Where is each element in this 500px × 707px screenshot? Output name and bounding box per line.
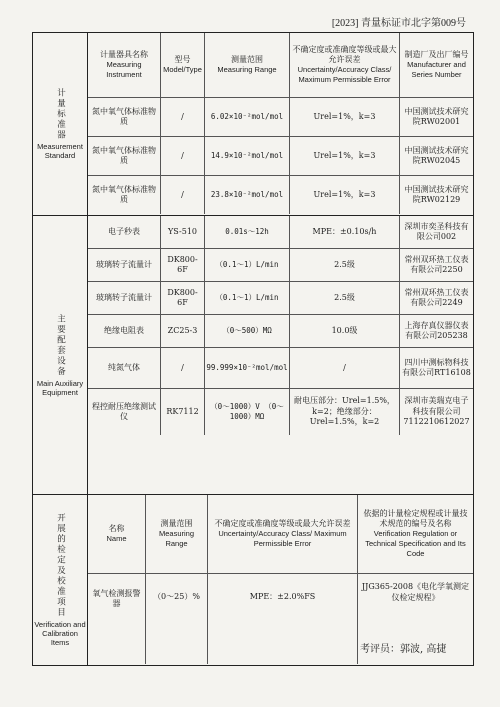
table-row bbox=[88, 388, 473, 435]
standards-table bbox=[32, 32, 474, 666]
manufacturer: 中国测试技术研究院RW02045 bbox=[399, 137, 473, 175]
manufacturer: 常州双环热工仪表有限公司2250 bbox=[399, 249, 473, 281]
equipment-name: 程控耐压绝缘测试仪 bbox=[92, 401, 156, 421]
standard-body bbox=[88, 33, 473, 215]
uncertainty: MPE：±2.0%FS bbox=[207, 574, 357, 664]
measuring-range: 0.01s～12h bbox=[204, 216, 289, 248]
calibration-header-row bbox=[88, 495, 473, 573]
uncertainty: MPE：±0.10s/h bbox=[289, 216, 399, 248]
auxiliary-equipment-section bbox=[33, 215, 473, 494]
uncertainty: 2.5级 bbox=[289, 249, 399, 281]
table-row bbox=[88, 281, 473, 314]
item-name: 氧气检测报警器 bbox=[92, 588, 141, 608]
model: / bbox=[160, 137, 204, 175]
model: / bbox=[160, 176, 204, 214]
instrument-name: 氮中氧气体标准物质 bbox=[92, 184, 156, 204]
measuring-range: （0～25）% bbox=[145, 574, 207, 664]
model: / bbox=[160, 348, 204, 388]
header-model: 型号 Model/Type bbox=[160, 33, 204, 97]
side-label-en: Verification and Calibration Items bbox=[34, 620, 86, 647]
header-manufacturer: 制造厂及出厂编号 Manufacturer and Series Number bbox=[399, 33, 473, 97]
model: / bbox=[160, 98, 204, 136]
measuring-range: （0.1～1）L/min bbox=[204, 249, 289, 281]
measuring-range: （0.1～1）L/min bbox=[204, 282, 289, 314]
header-instrument: 计量器具名称 Measuring Instrument bbox=[100, 50, 148, 79]
equipment-name: 绝缘电阻表 bbox=[104, 325, 144, 335]
manufacturer: 中国测试技术研究院RW02001 bbox=[399, 98, 473, 136]
specification: JJG365-2008《电化学氧测定仪检定规程》 bbox=[357, 574, 473, 664]
header-name: 名称 Name bbox=[106, 524, 127, 543]
header-uncertainty: 不确定度或准确度等级或最大允许误差 Uncertainty/Accuracy Class/ Maximum Permissible Error bbox=[289, 33, 399, 97]
manufacturer: 常州双环热工仪表有限公司2249 bbox=[399, 282, 473, 314]
uncertainty: 耐电压部分：Urel=1.5%，k=2；绝缘部分：Urel=1.5%，k=2 bbox=[289, 389, 399, 435]
measuring-range: 6.02×10⁻²mol/mol bbox=[204, 98, 289, 136]
uncertainty: Urel=1%，k=3 bbox=[289, 137, 399, 175]
manufacturer: 四川中测标物科技有限公司RT16108 bbox=[399, 348, 473, 388]
model: RK7112 bbox=[160, 389, 204, 435]
measuring-range: （0～1000）V （0～1000）MΩ bbox=[204, 389, 289, 435]
table-row bbox=[88, 314, 473, 347]
certificate-number: [2023] 青量标证市北字第009号 bbox=[331, 18, 466, 29]
model: YS-510 bbox=[160, 216, 204, 248]
manufacturer: 上海存真仪器仪表有限公司205238 bbox=[399, 315, 473, 347]
uncertainty: 10.0级 bbox=[289, 315, 399, 347]
equipment-name: 纯氮气体 bbox=[108, 362, 140, 372]
examiners: 考评员：郭波, 高捷 bbox=[360, 644, 447, 655]
auxiliary-body bbox=[88, 216, 473, 494]
manufacturer: 深圳市奕圣科技有限公司002 bbox=[399, 216, 473, 248]
auxiliary-equipment-label bbox=[33, 216, 88, 494]
side-label-cn: 计量标准器 bbox=[55, 87, 66, 141]
header-specification: 依据的计量检定规程或计量技术规范的编号及名称 Verification Regulation or Technical Specification and Its Code bbox=[357, 495, 473, 573]
table-row bbox=[88, 97, 473, 136]
equipment-name: 电子秒表 bbox=[108, 226, 140, 236]
uncertainty: / bbox=[289, 348, 399, 388]
manufacturer: 深圳市美瑞克电子科技有限公司7112210612027 bbox=[399, 389, 473, 435]
model: DK800-6F bbox=[160, 282, 204, 314]
instrument-name: 氮中氧气体标准物质 bbox=[92, 145, 156, 165]
side-label-en: Measurement Standard bbox=[37, 142, 83, 161]
standard-header-row bbox=[88, 33, 473, 97]
table-row bbox=[88, 216, 473, 248]
side-label-en: Main Auxiliary Equipment bbox=[36, 378, 84, 397]
uncertainty: 2.5级 bbox=[289, 282, 399, 314]
measuring-range: 23.8×10⁻²mol/mol bbox=[204, 176, 289, 214]
uncertainty: Urel=1%，k=3 bbox=[289, 176, 399, 214]
model: ZC25-3 bbox=[160, 315, 204, 347]
equipment-name: 玻璃转子流量计 bbox=[96, 292, 152, 302]
table-row bbox=[88, 136, 473, 175]
calibration-items-label bbox=[33, 495, 88, 665]
manufacturer: 中国测试技术研究院RW02129 bbox=[399, 176, 473, 214]
table-row bbox=[88, 248, 473, 281]
side-label-cn: 开展的检定及校准项目 bbox=[55, 513, 66, 618]
measurement-standard-label bbox=[33, 33, 88, 215]
uncertainty: Urel=1%，k=3 bbox=[289, 98, 399, 136]
equipment-name: 玻璃转子流量计 bbox=[96, 259, 152, 269]
measurement-standard-section bbox=[33, 33, 473, 215]
side-label-cn: 主要配套设备 bbox=[55, 313, 66, 377]
header-range: 测量范围 Measuring Range bbox=[145, 495, 207, 573]
model: DK800-6F bbox=[160, 249, 204, 281]
instrument-name: 氮中氧气体标准物质 bbox=[92, 106, 156, 126]
table-row bbox=[88, 347, 473, 388]
measuring-range: 14.9×10⁻²mol/mol bbox=[204, 137, 289, 175]
header-range: 测量范围 Measuring Range bbox=[204, 33, 289, 97]
measuring-range: （0～500）MΩ bbox=[204, 315, 289, 347]
header-uncertainty: 不确定度或准确度等级或最大允许误差 Uncertainty/Accuracy Class/ Maximum Permissible Error bbox=[207, 495, 357, 573]
table-row bbox=[88, 175, 473, 214]
measuring-range: 99.999×10⁻²mol/mol bbox=[204, 348, 289, 388]
